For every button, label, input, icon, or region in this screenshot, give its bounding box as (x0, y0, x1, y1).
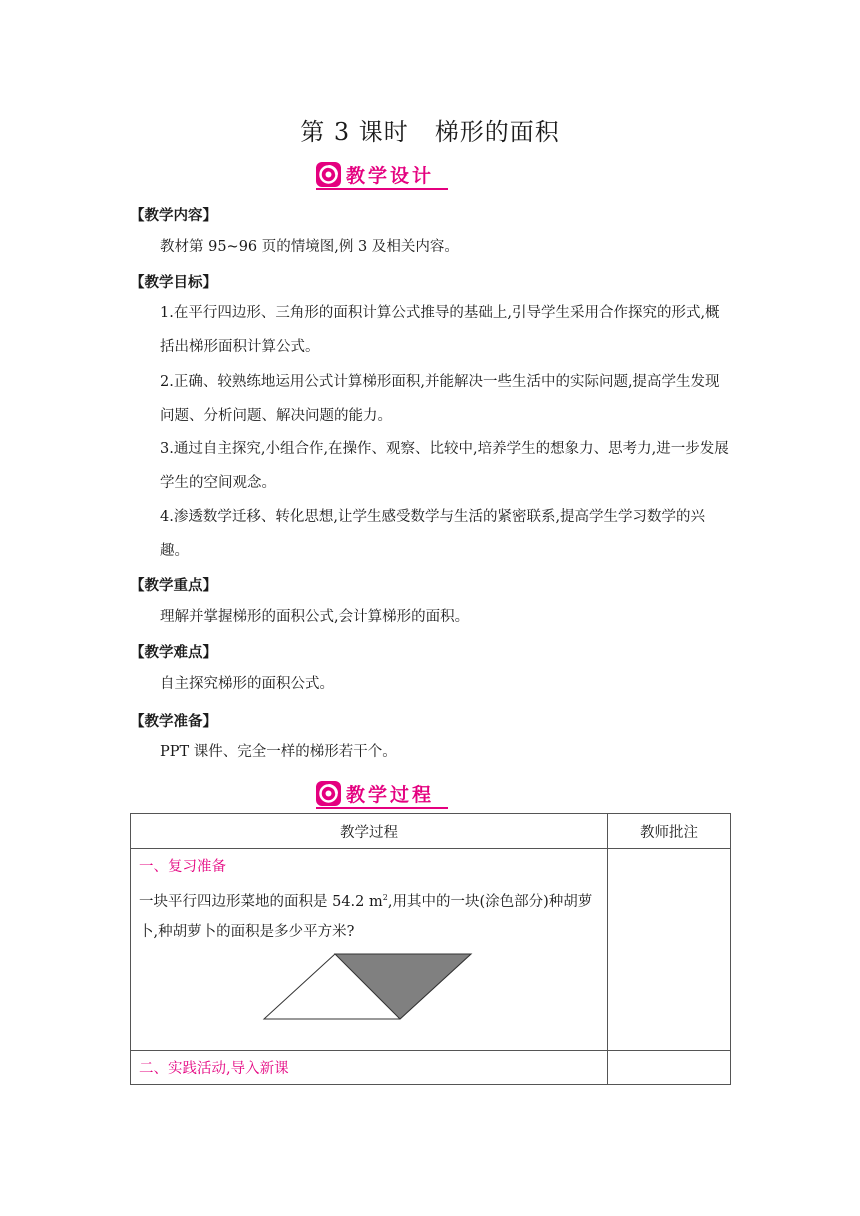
review-content (131, 849, 607, 1021)
banner-underline (316, 188, 448, 190)
activity-title: 二、实践活动,导入新课 (131, 1051, 608, 1085)
review-question: 一块平行四边形菜地的面积是 54.2 $m^2$,用其中的一块(涂色部分)种胡萝卜,种胡萝卜的面积是多少平方米? (139, 893, 593, 940)
key-text: 理解并掌握梯形的面积公式,会计算梯形的面积。 (160, 609, 470, 625)
goal-4: 4.渗透数学迁移、转化思想,让学生感受数学与生活的紧密联系,提高学生学习数学的兴趣。 (160, 509, 706, 559)
table-header-row (131, 814, 731, 849)
col-notes-header: 教师批注 (608, 814, 731, 849)
process-table (130, 813, 731, 1085)
swirl-logo-icon (316, 781, 341, 806)
prep-text: PPT 课件、完全一样的梯形若干个。 (160, 744, 397, 760)
design-banner (312, 161, 448, 189)
process-banner (312, 780, 448, 808)
review-notes-cell (608, 849, 731, 1051)
banner-underline (316, 807, 448, 809)
title-topic: 梯形的面积 (434, 118, 560, 146)
activity-notes-cell (608, 1051, 731, 1085)
review-title: 一、复习准备 (139, 859, 226, 875)
difficult-text: 自主探究梯形的面积公式。 (160, 676, 334, 692)
goals-heading: 【教学目标】 (130, 274, 217, 291)
process-banner-text: 教学过程 (346, 784, 435, 806)
goal-1: 1.在平行四边形、三角形的面积计算公式推导的基础上,引导学生采用合作探究的形式,概括出梯形面积计算公式。 (160, 305, 720, 355)
page-title (0, 112, 860, 147)
key-heading: 【教学重点】 (130, 577, 217, 594)
table-row (131, 1051, 731, 1085)
content-heading: 【教学内容】 (130, 207, 217, 224)
prep-heading: 【教学准备】 (130, 713, 217, 730)
col-process-header: 教学过程 (131, 814, 608, 849)
swirl-logo-icon (316, 162, 341, 187)
review-cell (131, 849, 608, 1051)
goal-2: 2.正确、较熟练地运用公式计算梯形面积,并能解决一些生活中的实际问题,提高学生发现问题、分析问题、解决问题的能力。 (160, 374, 720, 424)
table-row (131, 849, 731, 1051)
content-text: 教材第 95~96 页的情境图,例 3 及相关内容。 (160, 239, 459, 255)
design-banner-text: 教学设计 (346, 165, 435, 187)
parallelogram-diagram (139, 951, 599, 1021)
goal-3: 3.通过自主探究,小组合作,在操作、观察、比较中,培养学生的想象力、思考力,进一步发展学生的空间观念。 (160, 441, 729, 491)
difficult-heading: 【教学难点】 (130, 644, 217, 661)
title-lesson: 第 3 课时 (300, 118, 409, 146)
